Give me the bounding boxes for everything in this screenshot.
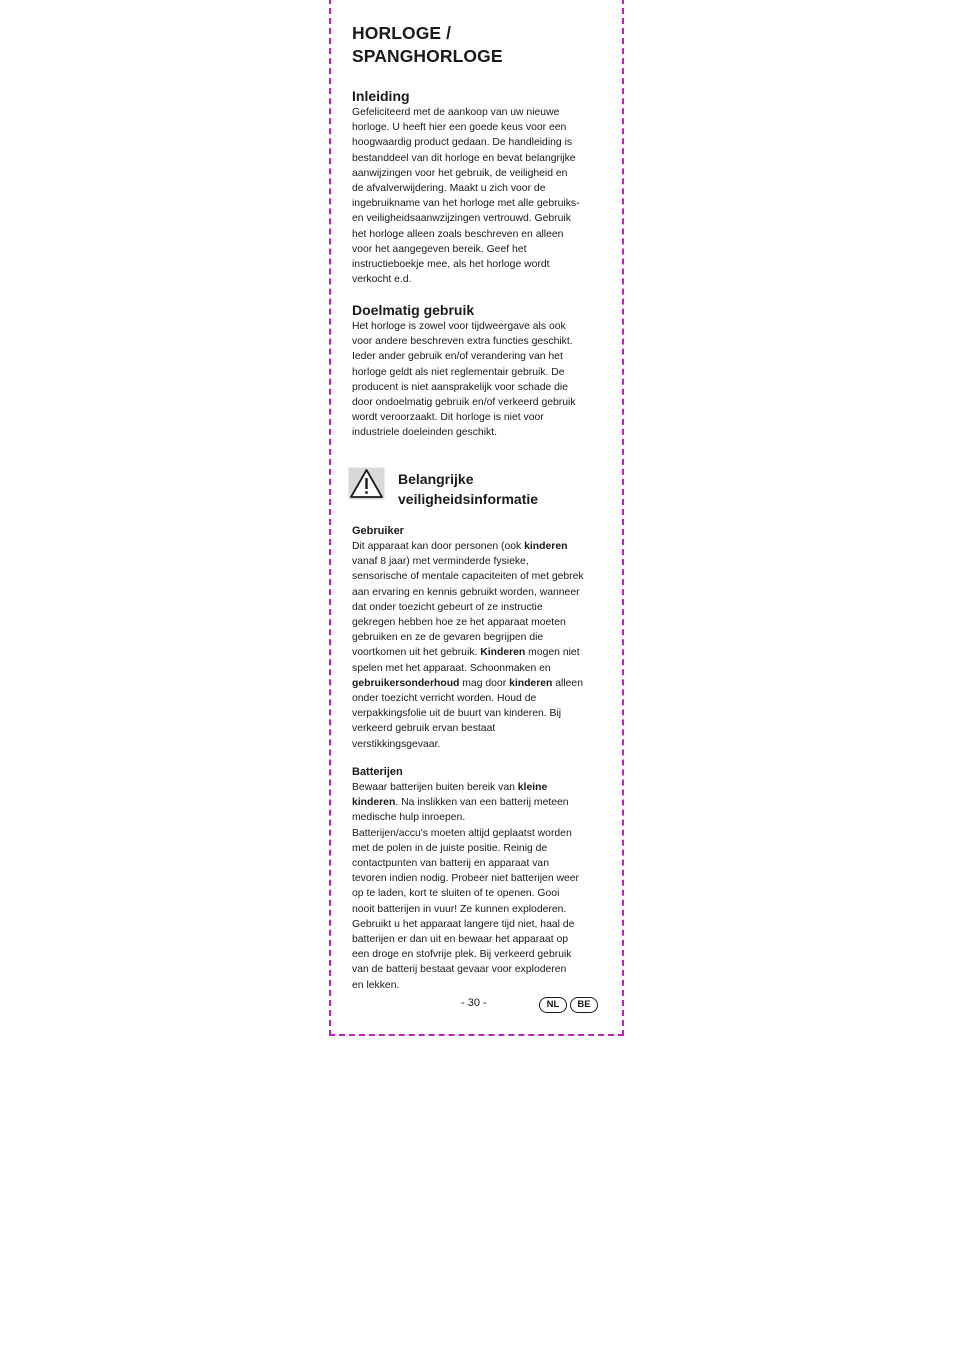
emphasis: kinderen — [509, 677, 553, 689]
emphasis: gebruikersonderhoud — [352, 677, 460, 689]
text-run: mogen niet spelen met het apparaat. Schoonmaken en — [352, 647, 580, 674]
safety-heading: Belangrijke veiligheidsinformatie — [398, 471, 539, 507]
text-run: . Na inslikken van een batterij meteen medische hulp inroepen. — [352, 797, 569, 824]
subsection-heading: Gebruiker — [352, 525, 404, 537]
text-run: alleen onder toezicht verricht worden. Houd de verpakkingsfolie uit de buurt van kinderen. Bij verkeerd gebruik ervan bestaat verstikkingsgevaar. — [352, 677, 583, 750]
section-heading: Doelmatig gebruik — [352, 302, 475, 318]
subsection-text — [352, 780, 604, 826]
section-text: Gefeliciteerd met de aankoop van uw nieuwe horloge. U heeft hier een goede keus voor een hoogwaardig product gedaan. De handleiding is bestanddeel van dit horloge en bevat belangrijke aanwijzingen voor het gebruik, de veiligheid en de afvalverwijdering. Maakt u zich voor de ingebruikname van het horloge met alle gebruiks- en veiligheidsaanwzijzingen vertrouwd. Gebruik het horloge alleen zoals beschreven en alleen voor het aangegeven bereik. Geef het instructieboekje mee, als het horloge wordt verkocht e.d. — [352, 107, 580, 286]
section-gebruiker — [352, 524, 604, 752]
language-badge-be: BE — [570, 997, 598, 1013]
emphasis: kleine kinderen — [352, 782, 548, 809]
text-run: mag door — [459, 677, 510, 689]
section-text: Het horloge is zowel voor tijdweergave als ook voor andere beschreven extra functies geschikt. Ieder ander gebruik en/of verandering van het horloge geldt als niet reglementair gebruik. De producent is niet aansprakelijk voor schade die door ondoelmatig gebruik en/of verkeerd gebruik wordt veroorzaakt. Dit horloge is niet voor industriele doeleinden geschikt. — [352, 321, 576, 439]
subsection-text: Batterijen/accu's moeten altijd geplaatst worden met de polen in de juiste positie. Reinig de contactpunten van batterij en apparaat van tevoren indien nodig. Probeer niet batterijen weer op te laden, kort te sluiten of te openen. Gooi nooit batterijen in vuur! Ze kunnen exploderen. Gebruikt u het apparaat langere tijd niet, haal de batterijen er dan uit en bewaar het apparaat op een droge en stofvrije plek. Bij verkeerd gebruik van de batterij bestaat gevaar voor exploderen en lekken. — [352, 827, 580, 991]
page-number: - 30 - — [461, 997, 487, 1009]
section-batterijen — [352, 765, 604, 993]
subsection-heading: Batterijen — [352, 766, 403, 778]
section-safety-header — [348, 466, 604, 510]
emphasis: Kinderen — [480, 647, 526, 659]
section-heading: Inleiding — [352, 88, 410, 104]
page-title: HORLOGE / SPANGHORLOGE — [352, 23, 503, 66]
language-badge-nl: NL — [539, 997, 567, 1013]
emphasis: kinderen — [524, 541, 568, 552]
warning-triangle-icon — [348, 467, 385, 500]
language-badges — [539, 997, 598, 1013]
text-run: Bewaar batterijen buiten bereik van — [352, 782, 518, 793]
text-run: vanaf 8 jaar) met verminderde fysieke, sensorische of mentale capaciteiten of met gebrek aan ervaring en kennis gebruikt worden, wanneer dat onder toezicht gebeurt of ze instructie gekregen hebben hoe ze het apparaat moeten gebruiken en ze de gevaren begrijpen die voortkomen uit het gebruik. — [352, 556, 584, 659]
subsection-text — [352, 539, 604, 752]
section-doelmatig-gebruik — [352, 301, 604, 441]
text-run: Dit apparaat kan door personen (ook — [352, 541, 525, 552]
manual-page — [352, 22, 604, 991]
page-footer — [329, 995, 624, 1015]
section-inleiding — [352, 87, 604, 287]
